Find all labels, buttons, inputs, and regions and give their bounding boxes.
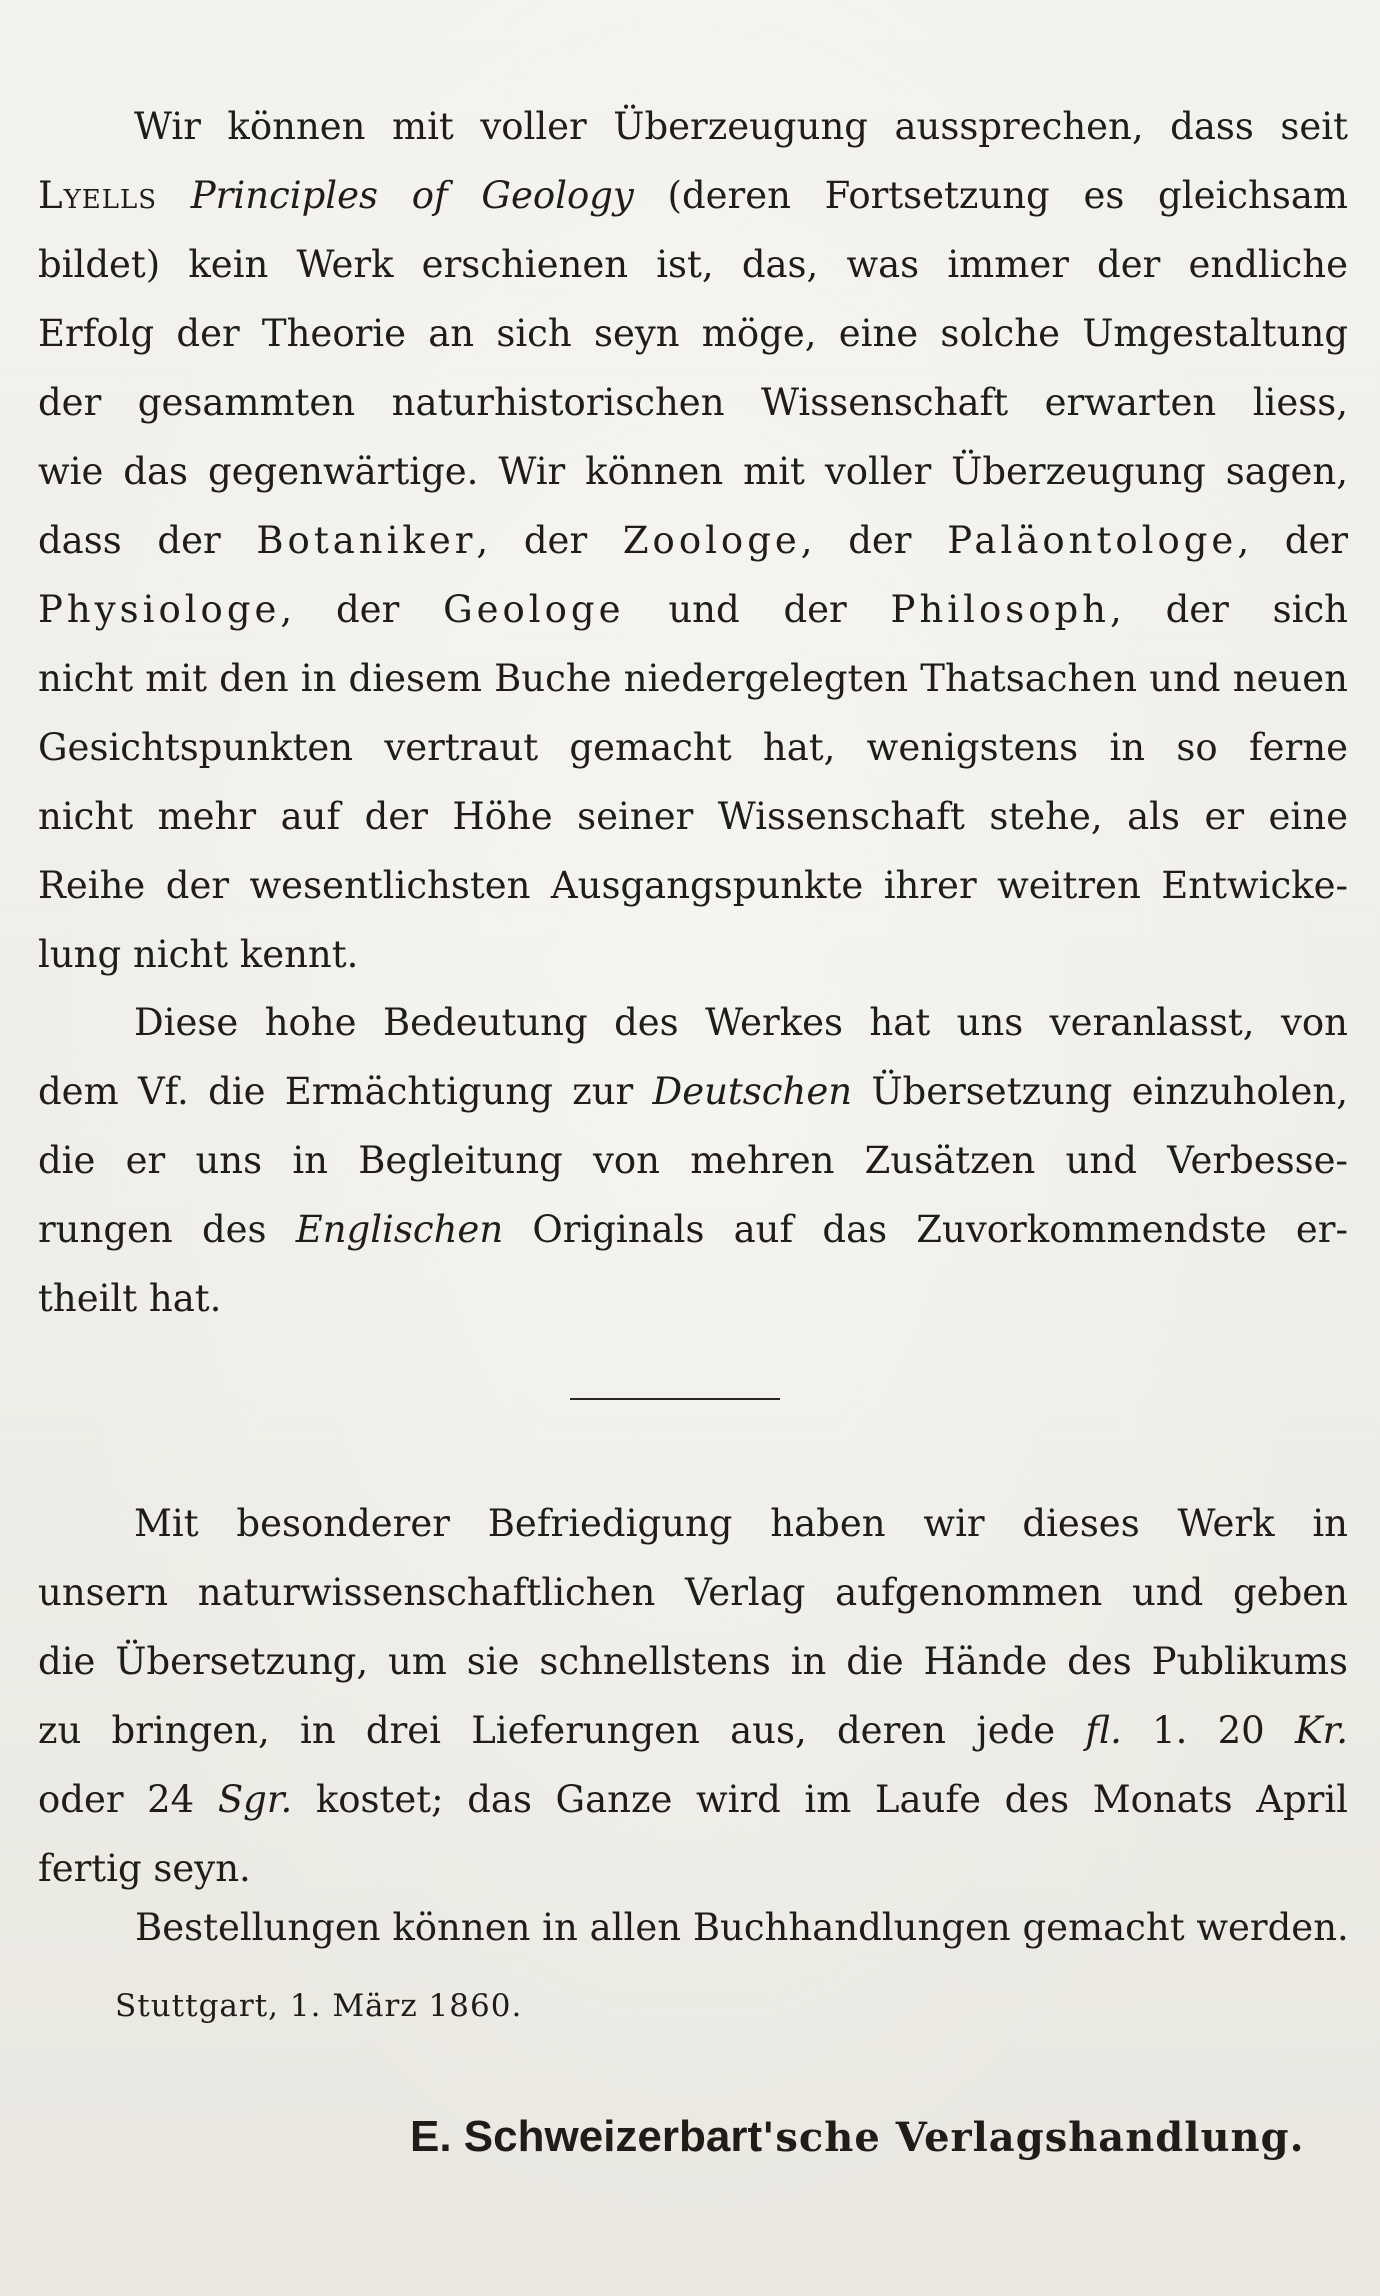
text-line: Reihe der wesentlichsten Ausgangspunkte ihrer weitren Entwicke- <box>38 864 1348 907</box>
paragraph-intro <box>38 92 1348 989</box>
text-line: nicht mit den in diesem Buche niedergelegten Thatsachen und neuen <box>38 657 1348 700</box>
text-line: nicht mehr auf der Höhe seiner Wissenschaft stehe, als er eine <box>38 795 1348 838</box>
currency-florin: fl. <box>1085 1709 1122 1752</box>
text-fragment: , der <box>800 519 912 562</box>
spaced-term: Physiologe <box>38 588 281 631</box>
text-line: fertig seyn. <box>38 1847 251 1890</box>
text-line: die er uns in Begleitung von mehren Zusätzen und Verbesse- <box>38 1139 1348 1182</box>
text-fragment: Übersetzung einzuholen, <box>871 1070 1348 1113</box>
text-line: theilt hat. <box>38 1277 222 1320</box>
text-line: Diese hohe Bedeutung des Werkes hat uns veranlasst, von <box>134 1001 1348 1044</box>
text-fragment: , der <box>280 588 400 631</box>
text-line <box>38 1765 1348 1834</box>
currency-silbergroschen: Sgr. <box>217 1778 293 1821</box>
order-note: Bestellungen können in allen Buchhandlungen gemacht werden. <box>135 1906 1349 1949</box>
spaced-term: Geologe <box>443 588 625 631</box>
price-value: 1. 20 <box>1152 1709 1265 1752</box>
text-fragment: dass der <box>38 519 221 562</box>
paragraph-translation <box>38 988 1348 1333</box>
text-fragment: Originals auf das Zuvorkommendste er- <box>532 1208 1348 1251</box>
text-line: Erfolg der Theorie an sich seyn möge, eine solche Umgestaltung <box>38 312 1348 355</box>
text-line <box>38 506 1348 575</box>
text-line: die Übersetzung, um sie schnellstens in die Hände des Publikums <box>38 1640 1348 1683</box>
publisher-suffix: 'sche Verlagshandlung. <box>762 2114 1305 2161</box>
paragraph-announcement <box>38 1489 1348 1903</box>
text-line <box>38 1195 1348 1264</box>
text-fragment: und der <box>668 588 847 631</box>
text-line: wie das gegenwärtige. Wir können mit voller Überzeugung sagen, <box>38 450 1348 493</box>
spaced-term: Botaniker <box>256 519 477 562</box>
text-fragment: , der <box>1237 519 1348 562</box>
text-fragment: zu bringen, in drei Lieferungen aus, deren jede <box>38 1709 1056 1752</box>
publisher-signature <box>410 2112 1305 2162</box>
text-line: lung nicht kennt. <box>38 933 359 976</box>
text-line <box>38 161 1348 230</box>
text-fragment: rungen des <box>38 1208 267 1251</box>
spaced-term: Zoologe <box>622 519 801 562</box>
author-name: Lyells <box>38 174 158 217</box>
publisher-name: E. Schweizerbart <box>410 2112 763 2161</box>
text-line <box>38 1696 1348 1765</box>
currency-kreuzer: Kr. <box>1294 1709 1348 1752</box>
emphasis-term: Englischen <box>295 1208 504 1251</box>
place-date: Stuttgart, 1. März 1860. <box>115 1988 523 2024</box>
text-fragment: , der sich <box>1110 588 1348 631</box>
text-fragment: kostet; das Ganze wird im Laufe des Monats April <box>315 1778 1348 1821</box>
section-divider <box>570 1398 780 1400</box>
text-line <box>38 1057 1348 1126</box>
text-fragment: , der <box>476 519 588 562</box>
text-fragment: (deren Fortsetzung es gleichsam <box>667 174 1348 217</box>
text-line: bildet) kein Werk erschienen ist, das, was immer der endliche <box>38 243 1348 286</box>
spaced-term: Paläontologe <box>947 519 1238 562</box>
spaced-term: Philosoph <box>890 588 1110 631</box>
text-line: Mit besonderer Befriedigung haben wir dieses Werk in <box>134 1502 1348 1545</box>
emphasis-term: Deutschen <box>652 1070 853 1113</box>
text-line: der gesammten naturhistorischen Wissenschaft erwarten liess, <box>38 381 1348 424</box>
text-line: Wir können mit voller Überzeugung aussprechen, dass seit <box>134 105 1348 148</box>
text-fragment: oder 24 <box>38 1778 195 1821</box>
text-fragment: dem Vf. die Ermächtigung zur <box>38 1070 634 1113</box>
text-line <box>38 575 1348 644</box>
text-line: unsern naturwissenschaftlichen Verlag aufgenommen und geben <box>38 1571 1348 1614</box>
book-title: Principles of Geology <box>190 174 634 217</box>
text-line: Gesichtspunkten vertraut gemacht hat, wenigstens in so ferne <box>38 726 1348 769</box>
